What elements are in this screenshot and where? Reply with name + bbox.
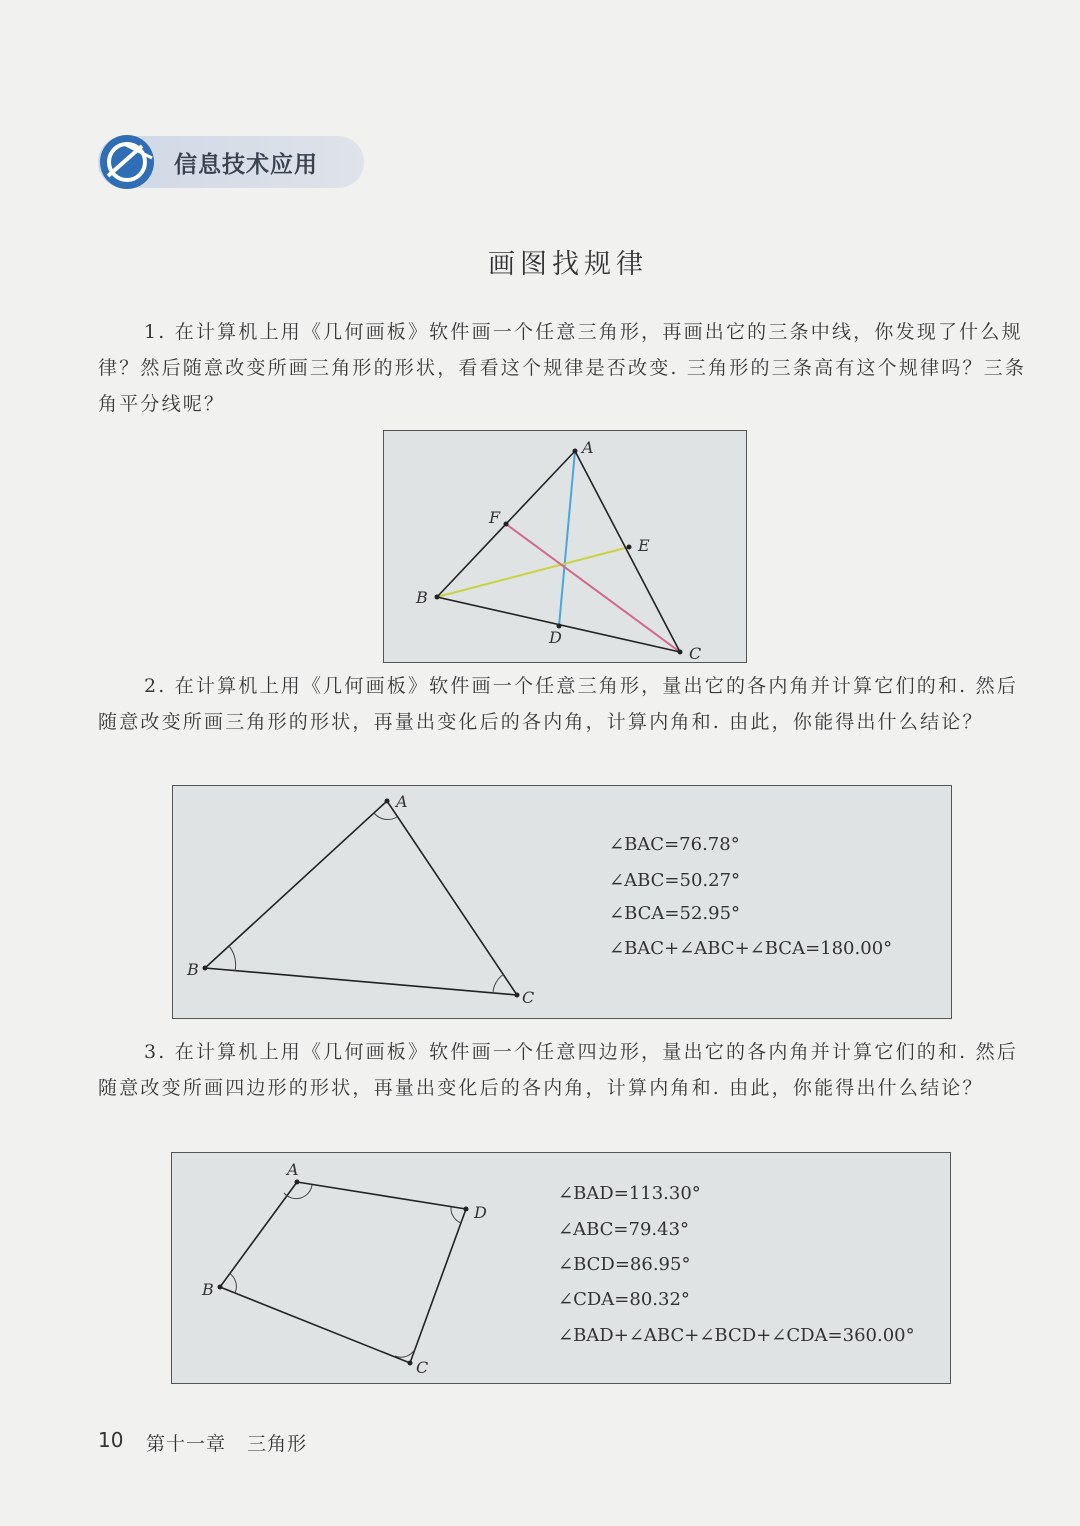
chapter-title: 第十一章 三角形 xyxy=(146,1433,308,1455)
point-a-label: A xyxy=(287,1160,299,1179)
angle-abc-measure: ∠ABC=79.43° xyxy=(558,1219,690,1240)
point-d-label: D xyxy=(474,1203,487,1222)
point-d-label: D xyxy=(549,628,562,647)
triangle-angles-diagram xyxy=(173,786,953,1020)
angle-bac-measure: ∠BAC=76.78° xyxy=(609,834,740,855)
median-from-b xyxy=(437,547,629,597)
angle-b-arc xyxy=(229,1273,236,1293)
triangle-abc xyxy=(205,801,517,995)
quadrilateral-abcd xyxy=(220,1182,466,1363)
angle-bad-measure: ∠BAD=113.30° xyxy=(558,1183,701,1204)
point-b-label: B xyxy=(202,1280,214,1299)
page-number: 10 xyxy=(98,1428,124,1452)
lesson-title: 画图找规律 xyxy=(488,249,648,280)
medians-diagram xyxy=(384,431,748,664)
point-c-label: C xyxy=(416,1358,429,1377)
angle-b-arc xyxy=(229,946,236,971)
angle-abc-measure: ∠ABC=50.27° xyxy=(609,870,741,891)
compass-circle-icon xyxy=(98,132,160,190)
angle-a-arc xyxy=(284,1185,312,1199)
angle-bca-measure: ∠BCA=52.95° xyxy=(609,903,741,924)
section1-paragraph: 1. 在计算机上用《几何画板》软件画一个任意三角形，再画出它的三条中线，你发现了什么规律？然后随意改变所画三角形的形状，看看这个规律是否改变. 三角形的三条高有这个规律吗？三条角平分线呢？ xyxy=(98,321,1027,415)
angle-bcd-measure: ∠BCD=86.95° xyxy=(558,1254,691,1275)
section3-text xyxy=(98,1034,1036,1106)
figure-triangle-angles xyxy=(172,785,952,1019)
point-f-label: F xyxy=(489,508,501,527)
angle-sum-measure: ∠BAC+∠ABC+∠BCA=180.00° xyxy=(609,938,893,959)
point-a-label: A xyxy=(396,792,408,811)
figure-quadrilateral-angles xyxy=(171,1152,951,1384)
point-e-label: E xyxy=(638,536,650,555)
angle-c-arc xyxy=(493,974,504,993)
figure-medians xyxy=(383,430,747,663)
point-c-label: C xyxy=(689,644,702,663)
point-b-label: B xyxy=(416,588,428,607)
angle-sum-measure: ∠BAD+∠ABC+∠BCD+∠CDA=360.00° xyxy=(558,1325,915,1346)
angle-cda-measure: ∠CDA=80.32° xyxy=(558,1289,690,1310)
point-b-label: B xyxy=(187,960,199,979)
section2-text xyxy=(98,668,1036,740)
section3-paragraph: 3. 在计算机上用《几何画板》软件画一个任意四边形，量出它的各内角并计算它们的和. 然后随意改变所画四边形的形状，再量出变化后的各内角，计算内角和. 由此，你能得出什么结论？ xyxy=(98,1041,1019,1099)
angle-d-arc xyxy=(451,1207,461,1223)
point-a-label: A xyxy=(582,438,594,457)
angle-a-arc xyxy=(374,813,397,820)
point-c-label: C xyxy=(522,988,535,1007)
section1-text xyxy=(98,314,1036,422)
banner-label: 信息技术应用 xyxy=(174,152,318,178)
section2-paragraph: 2. 在计算机上用《几何画板》软件画一个任意三角形，量出它的各内角并计算它们的和. 然后随意改变所画三角形的形状，再量出变化后的各内角，计算内角和. 由此，你能得出什么结论？ xyxy=(98,675,1019,733)
median-from-a xyxy=(559,451,575,626)
